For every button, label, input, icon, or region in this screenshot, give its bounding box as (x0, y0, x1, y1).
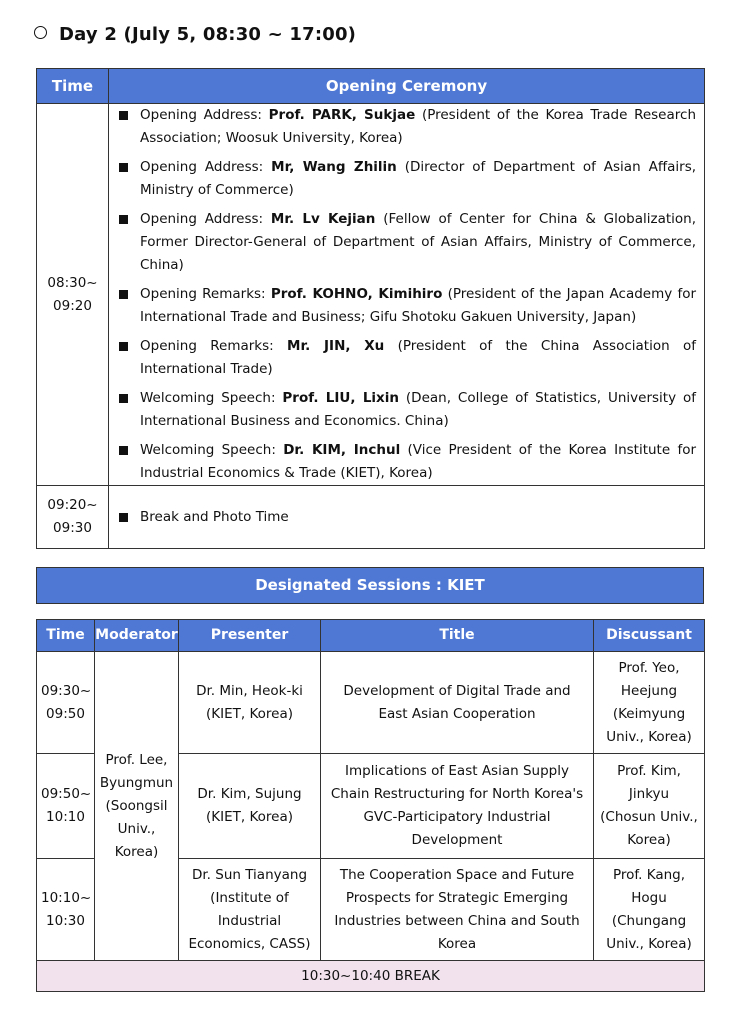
discussant-cell: Prof. Kim, Jinkyu (Chosun Univ., Korea) (594, 754, 705, 859)
break-photo-cell (109, 486, 705, 549)
speech-item: Welcoming Speech: Prof. LIU, Lixin (Dean, College of Statistics, University of International Business and Economics. China) (117, 387, 696, 433)
break-cell: 10:30~10:40 BREAK (37, 961, 705, 992)
circle-bullet-icon (34, 26, 47, 39)
kiet-session-banner: Designated Sessions : KIET (36, 567, 704, 604)
break-photo-item: Break and Photo Time (117, 506, 696, 529)
time-end: 09:20 (53, 297, 92, 314)
title-header: Title (321, 620, 594, 652)
session-time: 09:50~ 10:10 (37, 754, 95, 859)
time-header: Time (37, 620, 95, 652)
moderator-header: Moderator (95, 620, 179, 652)
time-cell (37, 486, 109, 549)
opening-ceremony-header: Opening Ceremony (109, 69, 705, 104)
speech-item: Opening Address: Mr, Wang Zhilin (Director of Department of Asian Affairs, Ministry of Commerce) (117, 156, 696, 202)
speech-item: Opening Remarks: Prof. KOHNO, Kimihiro (President of the Japan Academy for International Trade and Business; Gifu Shotoku Gakuen University, Japan) (117, 283, 696, 329)
speech-item: Opening Remarks: Mr. JIN, Xu (President of the China Association of International Trade) (117, 335, 696, 381)
discussant-cell: Prof. Yeo, Heejung (Keimyung Univ., Korea) (594, 652, 705, 754)
opening-header-row (37, 69, 705, 104)
day-heading (34, 24, 356, 45)
speech-list-cell (109, 104, 705, 486)
session-row (37, 652, 705, 754)
kiet-session-table (36, 619, 705, 992)
day-heading-text: Day 2 (July 5, 08:30 ~ 17:00) (59, 24, 357, 45)
break-photo-row (37, 486, 705, 549)
presenter-cell: Dr. Sun Tianyang (Institute of Industrial Economics, CASS) (179, 859, 321, 961)
paper-title-cell: Implications of East Asian Supply Chain Restructuring for North Korea's GVC-Participatory Industrial Development (321, 754, 594, 859)
opening-ceremony-table (36, 68, 705, 549)
break-row (37, 961, 705, 992)
session-time: 09:30~ 09:50 (37, 652, 95, 754)
presenter-cell: Dr. Min, Heok-ki (KIET, Korea) (179, 652, 321, 754)
session-time: 10:10~ 10:30 (37, 859, 95, 961)
presenter-header: Presenter (179, 620, 321, 652)
discussant-header: Discussant (594, 620, 705, 652)
speech-item: Opening Address: Prof. PARK, Sukjae (President of the Korea Trade Research Association; Woosuk University, Korea) (117, 104, 696, 150)
time-start: 08:30~ (47, 274, 98, 291)
speech-item: Welcoming Speech: Dr. KIM, Inchul (Vice President of the Korea Institute for Industrial Economics & Trade (KIET), Korea) (117, 439, 696, 485)
discussant-cell: Prof. Kang, Hogu (Chungang Univ., Korea) (594, 859, 705, 961)
speech-list (117, 104, 696, 485)
time-end: 09:30 (53, 520, 92, 536)
time-cell (37, 104, 109, 486)
presenter-cell: Dr. Kim, Sujung (KIET, Korea) (179, 754, 321, 859)
time-start: 09:20~ (47, 497, 98, 513)
speech-item: Opening Address: Mr. Lv Kejian (Fellow of Center for China & Globalization, Former Director-General of Department of Asian Affairs, Ministry of Commerce, China) (117, 208, 696, 277)
opening-block-row (37, 104, 705, 486)
moderator-cell: Prof. Lee, Byungmun (Soongsil Univ., Korea) (95, 652, 179, 961)
kiet-header-row (37, 620, 705, 652)
time-header: Time (37, 69, 109, 104)
paper-title-cell: The Cooperation Space and Future Prospects for Strategic Emerging Industries between China and South Korea (321, 859, 594, 961)
paper-title-cell: Development of Digital Trade and East Asian Cooperation (321, 652, 594, 754)
